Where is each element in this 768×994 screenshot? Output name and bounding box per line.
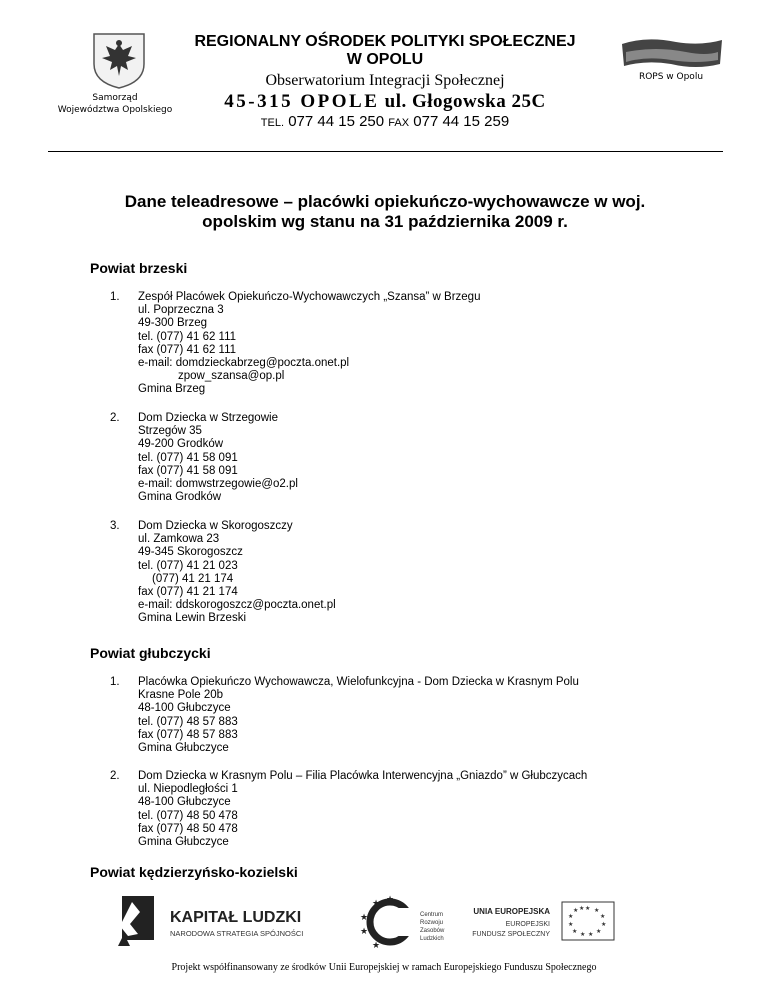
facility-entry — [110, 770, 710, 849]
document-title-line-1: Dane teleadresowe – placówki opiekuńczo-wychowawcze w woj. — [124, 192, 646, 211]
facility-street: ul. Zamkowa 23 — [138, 533, 220, 546]
coat-caption-line-1: Samorząd — [92, 93, 138, 103]
org-title-line-2: W OPOLU — [346, 51, 424, 68]
svg-text:★: ★ — [372, 898, 381, 908]
svg-text:★: ★ — [601, 922, 607, 928]
facility-gmina: Gmina Grodków — [138, 491, 222, 504]
facility-tel-2: (077) 41 21 174 — [152, 572, 234, 585]
rops-logo — [616, 34, 726, 72]
svg-text:★: ★ — [572, 929, 578, 935]
street-address: ul. Głogowska 25C — [384, 91, 546, 112]
facility-name: Dom Dziecka w Krasnym Polu – Filia Placówka Interwencyjna „Gniazdo” w Głubczycach — [138, 770, 588, 782]
footer-note: Projekt współfinansowany ze środków Unii Europejskiej w ramach Europejskiego Funduszu Społecznego — [171, 962, 597, 973]
facility-fax: fax (077) 41 62 111 — [138, 343, 237, 356]
facility-gmina: Gmina Głubczyce — [138, 742, 229, 755]
crzl-line-4: Ludzkich — [420, 936, 444, 942]
entry-number: 3. — [110, 520, 120, 532]
facility-gmina: Gmina Lewin Brzeski — [138, 612, 247, 625]
facility-fax: fax (077) 48 57 883 — [138, 728, 238, 741]
facility-tel: tel. (077) 41 58 091 — [138, 451, 238, 464]
document-title-line-2: opolskim wg stanu na 31 października 2009 r. — [202, 212, 568, 231]
svg-text:★: ★ — [360, 926, 369, 936]
eu-flag-icon — [562, 902, 614, 940]
facility-gmina: Gmina Brzeg — [138, 383, 206, 396]
facility-postal: 48-100 Głubczyce — [138, 796, 231, 809]
facility-entry — [110, 412, 670, 504]
header-divider — [48, 151, 723, 152]
svg-text:★: ★ — [600, 914, 606, 920]
facility-email: e-mail: domdzieckabrzeg@poczta.onet.pl — [138, 357, 350, 370]
svg-text:★: ★ — [573, 908, 579, 914]
footer-logos — [110, 890, 658, 960]
crzl-logo — [360, 894, 414, 950]
crzl-line-3: Zasobów — [420, 928, 445, 934]
crzl-line-2: Rozwoju — [420, 920, 444, 926]
facility-postal: 49-300 Brzeg — [138, 317, 208, 330]
kapital-ludzki-logo — [118, 896, 154, 946]
address-line — [170, 91, 600, 113]
section-heading-glubczycki: Powiat głubczycki — [90, 645, 211, 661]
facility-street: ul. Poprzeczna 3 — [138, 304, 224, 317]
entry-number: 2. — [110, 412, 120, 424]
facility-tel: tel. (077) 48 57 883 — [138, 715, 238, 728]
entry-number: 1. — [110, 291, 120, 303]
svg-text:★: ★ — [588, 932, 594, 938]
facility-name: Placówka Opiekuńczo Wychowawcza, Wielofunkcyjna - Dom Dziecka w Krasnym Polu — [138, 676, 579, 688]
svg-text:★: ★ — [585, 906, 591, 912]
crzl-line-1: Centrum — [420, 912, 444, 918]
facility-fax: fax (077) 48 50 478 — [138, 822, 238, 835]
coat-caption-line-2: Województwa Opolskiego — [57, 105, 173, 115]
org-title — [170, 33, 600, 69]
facility-tel: tel. (077) 48 50 478 — [138, 809, 238, 822]
rops-caption: ROPS w Opolu — [638, 72, 704, 82]
facility-email: e-mail: domwstrzegowie@o2.pl — [138, 478, 298, 491]
svg-text:★: ★ — [568, 922, 574, 928]
contact-line — [170, 113, 600, 130]
ue-line-3: FUNDUSZ SPOŁECZNY — [472, 931, 550, 938]
entry-number: 2. — [110, 770, 120, 782]
facility-fax: fax (077) 41 58 091 — [138, 464, 238, 477]
section-heading-kedzierzynsko: Powiat kędzierzyńsko-kozielski — [90, 864, 298, 880]
facility-entry — [110, 291, 670, 397]
svg-text:★: ★ — [386, 894, 395, 904]
facility-street: Krasne Pole 20b — [138, 689, 224, 702]
facility-entry — [110, 520, 670, 626]
coat-caption — [40, 92, 190, 116]
facility-postal: 49-345 Skorogoszcz — [138, 546, 243, 559]
ue-title: UNIA EUROPEJSKA — [473, 907, 550, 916]
org-title-line-1: REGIONALNY OŚRODEK POLITYKI SPOŁECZNEJ — [194, 33, 576, 50]
facility-gmina: Gmina Głubczyce — [138, 836, 229, 849]
svg-text:★: ★ — [580, 932, 586, 938]
ue-line-2: EUROPEJSKI — [505, 921, 550, 928]
facility-postal: 48-100 Głubczyce — [138, 702, 231, 715]
fax-number: 077 44 15 259 — [413, 113, 510, 130]
facility-entry — [110, 676, 700, 755]
svg-text:★: ★ — [372, 940, 381, 950]
tel-number: 077 44 15 250 — [288, 113, 385, 130]
kl-title: KAPITAŁ LUDZKI — [170, 909, 302, 926]
fax-label: FAX — [388, 117, 410, 129]
facility-postal: 49-200 Grodków — [138, 438, 224, 451]
facility-tel: tel. (077) 41 62 111 — [138, 330, 237, 343]
facility-name: Dom Dziecka w Strzegowie — [138, 412, 278, 424]
observatory-name: Obserwatorium Integracji Społecznej — [265, 72, 505, 89]
svg-text:★: ★ — [594, 908, 600, 914]
section-heading-brzeski: Powiat brzeski — [90, 260, 188, 276]
svg-text:★: ★ — [568, 914, 574, 920]
facility-email: e-mail: ddskorogoszcz@poczta.onet.pl — [138, 599, 336, 612]
facility-street: Strzegów 35 — [138, 425, 202, 438]
document-title — [80, 192, 690, 232]
entry-number: 1. — [110, 676, 120, 688]
facility-name: Dom Dziecka w Skorogoszczy — [138, 520, 293, 532]
facility-street: ul. Niepodległości 1 — [138, 783, 238, 796]
facility-name: Zespół Placówek Opiekuńczo-Wychowawczych „Szansa” w Brzegu — [138, 291, 481, 303]
facility-tel: tel. (077) 41 21 023 — [138, 559, 238, 572]
postcode-city: 45-315 OPOLE — [224, 91, 380, 112]
svg-text:★: ★ — [596, 929, 602, 935]
kl-subtitle: NARODOWA STRATEGIA SPÓJNOŚCI — [170, 929, 304, 938]
svg-text:★: ★ — [360, 912, 369, 922]
facility-fax: fax (077) 41 21 174 — [138, 586, 238, 599]
facility-email-2: zpow_szansa@op.pl — [178, 370, 285, 383]
coat-of-arms-logo — [88, 30, 150, 90]
tel-label: TEL. — [260, 117, 285, 129]
svg-text:★: ★ — [579, 906, 585, 912]
